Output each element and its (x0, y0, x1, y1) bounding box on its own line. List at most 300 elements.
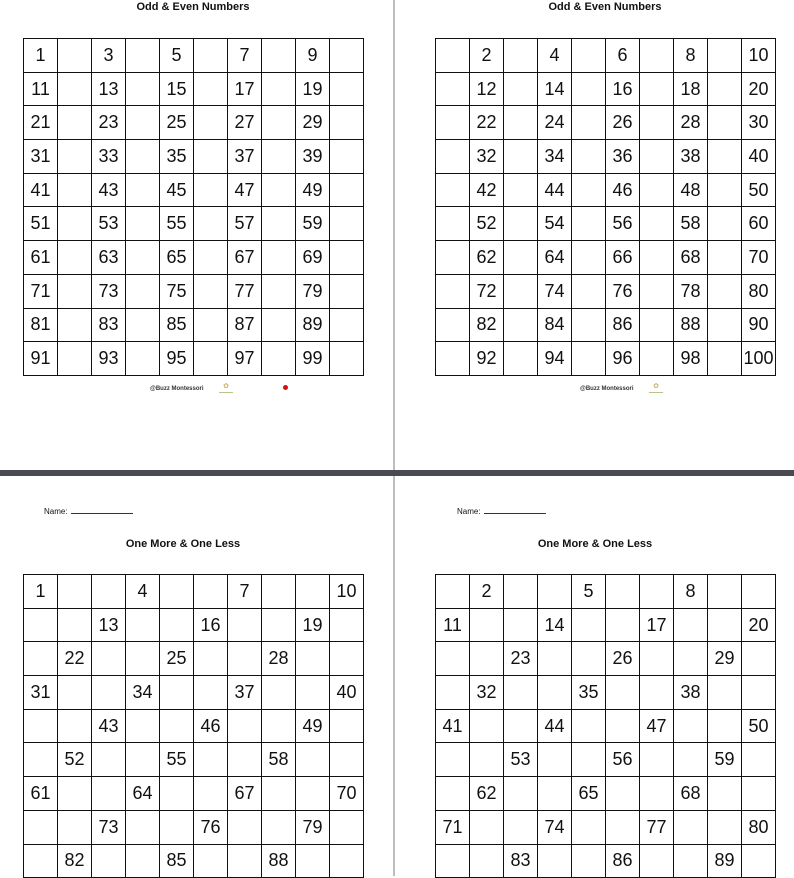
grid-cell (470, 845, 504, 878)
grid-cell: 57 (228, 207, 262, 241)
grid-cell: 79 (296, 811, 330, 845)
grid-cell (126, 811, 160, 845)
grid-cell (436, 845, 470, 878)
grid-cell: 58 (674, 207, 708, 241)
grid-cell (640, 575, 674, 609)
grid-cell (296, 676, 330, 710)
grid-cell (228, 642, 262, 676)
grid-cell: 61 (24, 777, 58, 811)
grid-cell: 68 (674, 777, 708, 811)
grid-cell (606, 676, 640, 710)
grid-cell (708, 609, 742, 643)
grid-cell (640, 106, 674, 140)
grid-cell (640, 845, 674, 878)
grid-cell: 77 (228, 275, 262, 309)
grid-cell (58, 309, 92, 343)
grid-cell (296, 642, 330, 676)
worksheet-title: Odd & Even Numbers (435, 1, 775, 13)
grid-cell (572, 743, 606, 777)
grid-cell (606, 575, 640, 609)
grid-cell (262, 140, 296, 174)
grid-cell (262, 207, 296, 241)
grid-cell (262, 174, 296, 208)
grid-cell: 77 (640, 811, 674, 845)
grid-cell (330, 642, 364, 676)
grid-cell: 43 (92, 710, 126, 744)
grid-cell: 62 (470, 777, 504, 811)
grid-cell: 38 (674, 140, 708, 174)
grid-cell: 80 (742, 811, 776, 845)
grid-cell: 12 (470, 73, 504, 107)
grid-cell: 85 (160, 845, 194, 878)
grid-cell: 52 (470, 207, 504, 241)
grid-cell: 73 (92, 811, 126, 845)
grid-cell (640, 140, 674, 174)
grid-cell (708, 342, 742, 376)
grid-cell (708, 777, 742, 811)
grid-cell: 32 (470, 676, 504, 710)
grid-cell (194, 342, 228, 376)
grid-cell: 47 (640, 710, 674, 744)
grid-cell: 55 (160, 743, 194, 777)
grid-cell: 49 (296, 710, 330, 744)
grid-cell (572, 309, 606, 343)
grid-cell (160, 575, 194, 609)
grid-cell (742, 575, 776, 609)
grid-cell (504, 609, 538, 643)
grid-cell (504, 207, 538, 241)
grid-cell: 14 (538, 73, 572, 107)
grid-cell: 25 (160, 106, 194, 140)
grid-cell: 14 (538, 609, 572, 643)
grid-cell: 83 (92, 309, 126, 343)
grid-cell: 56 (606, 743, 640, 777)
grid-cell (436, 241, 470, 275)
grid-cell: 65 (572, 777, 606, 811)
grid-cell: 5 (572, 575, 606, 609)
grid-cell (708, 275, 742, 309)
grid-cell: 81 (24, 309, 58, 343)
grid-cell (160, 676, 194, 710)
grid-cell: 7 (228, 575, 262, 609)
grid-cell (92, 845, 126, 878)
grid-cell (330, 140, 364, 174)
grid-cell: 20 (742, 609, 776, 643)
grid-cell (330, 207, 364, 241)
page-divider-vertical (393, 0, 395, 876)
grid-cell (58, 710, 92, 744)
name-line[interactable] (71, 513, 133, 514)
grid-cell (58, 275, 92, 309)
grid-cell (538, 642, 572, 676)
grid-cell (572, 39, 606, 73)
grid-cell (262, 241, 296, 275)
grid-cell (640, 777, 674, 811)
grid-cell: 86 (606, 309, 640, 343)
name-field[interactable] (44, 507, 133, 516)
grid-cell: 88 (262, 845, 296, 878)
name-label: Name: (457, 507, 481, 516)
grid-cell (330, 275, 364, 309)
one-more-one-less-chart (23, 574, 364, 878)
grid-cell (572, 106, 606, 140)
grid-cell: 98 (674, 342, 708, 376)
grid-cell (674, 845, 708, 878)
grid-cell: 29 (296, 106, 330, 140)
grid-cell: 89 (708, 845, 742, 878)
grid-cell (708, 174, 742, 208)
grid-cell: 93 (92, 342, 126, 376)
grid-cell (194, 39, 228, 73)
grid-cell: 74 (538, 811, 572, 845)
grid-cell: 42 (470, 174, 504, 208)
grid-cell (572, 845, 606, 878)
grid-cell (126, 642, 160, 676)
grid-cell (742, 642, 776, 676)
grid-cell: 50 (742, 174, 776, 208)
grid-cell (470, 642, 504, 676)
logo-icon: ✿ (219, 382, 233, 393)
page-divider-horizontal (0, 470, 794, 476)
grid-cell (296, 845, 330, 878)
grid-cell: 64 (538, 241, 572, 275)
name-field[interactable] (457, 507, 546, 516)
grid-cell: 80 (742, 275, 776, 309)
grid-cell (330, 309, 364, 343)
grid-cell (708, 140, 742, 174)
grid-cell (674, 710, 708, 744)
grid-cell (640, 743, 674, 777)
grid-cell (708, 106, 742, 140)
grid-cell (708, 39, 742, 73)
hundred-chart-odd (23, 38, 364, 376)
grid-cell (538, 777, 572, 811)
grid-cell: 99 (296, 342, 330, 376)
grid-cell: 2 (470, 575, 504, 609)
grid-cell: 11 (24, 73, 58, 107)
grid-cell (92, 642, 126, 676)
grid-cell (436, 309, 470, 343)
grid-cell: 63 (92, 241, 126, 275)
grid-cell (296, 575, 330, 609)
grid-cell (58, 342, 92, 376)
grid-cell (262, 676, 296, 710)
name-label: Name: (44, 507, 68, 516)
grid-cell: 90 (742, 309, 776, 343)
grid-cell (640, 39, 674, 73)
grid-cell: 56 (606, 207, 640, 241)
grid-cell: 54 (538, 207, 572, 241)
grid-cell (504, 39, 538, 73)
grid-cell: 71 (24, 275, 58, 309)
grid-cell (58, 777, 92, 811)
grid-cell (470, 811, 504, 845)
grid-cell (262, 106, 296, 140)
grid-cell: 62 (470, 241, 504, 275)
grid-cell: 49 (296, 174, 330, 208)
grid-cell (572, 73, 606, 107)
grid-cell (58, 241, 92, 275)
grid-cell: 97 (228, 342, 262, 376)
grid-cell: 28 (262, 642, 296, 676)
grid-cell (708, 575, 742, 609)
grid-cell (194, 275, 228, 309)
grid-cell (742, 777, 776, 811)
grid-cell (228, 609, 262, 643)
grid-cell: 24 (538, 106, 572, 140)
grid-cell (708, 676, 742, 710)
grid-cell (606, 777, 640, 811)
grid-cell: 32 (470, 140, 504, 174)
grid-cell (572, 140, 606, 174)
grid-cell: 35 (160, 140, 194, 174)
grid-cell (470, 743, 504, 777)
grid-cell (58, 106, 92, 140)
grid-cell (572, 609, 606, 643)
grid-cell (330, 811, 364, 845)
grid-cell (436, 777, 470, 811)
grid-cell: 43 (92, 174, 126, 208)
worksheet-title: One More & One Less (13, 538, 353, 550)
grid-cell (436, 140, 470, 174)
grid-cell (708, 811, 742, 845)
grid-cell: 51 (24, 207, 58, 241)
grid-cell: 52 (58, 743, 92, 777)
grid-cell: 45 (160, 174, 194, 208)
grid-cell (126, 73, 160, 107)
grid-cell (436, 642, 470, 676)
grid-cell: 79 (296, 275, 330, 309)
grid-cell: 35 (572, 676, 606, 710)
grid-cell (126, 39, 160, 73)
grid-cell (572, 207, 606, 241)
grid-cell: 41 (24, 174, 58, 208)
worksheet-title: One More & One Less (425, 538, 765, 550)
grid-cell (504, 309, 538, 343)
grid-cell (296, 777, 330, 811)
grid-cell (470, 710, 504, 744)
grid-cell: 65 (160, 241, 194, 275)
grid-cell: 67 (228, 241, 262, 275)
grid-cell (194, 309, 228, 343)
grid-cell: 22 (58, 642, 92, 676)
grid-cell: 75 (160, 275, 194, 309)
grid-cell: 17 (228, 73, 262, 107)
grid-cell: 38 (674, 676, 708, 710)
grid-cell: 60 (742, 207, 776, 241)
grid-cell (24, 811, 58, 845)
grid-cell: 22 (470, 106, 504, 140)
one-more-one-less-chart (435, 574, 776, 878)
grid-cell (160, 710, 194, 744)
grid-cell (126, 241, 160, 275)
grid-cell (24, 743, 58, 777)
grid-cell: 83 (504, 845, 538, 878)
grid-cell (572, 642, 606, 676)
grid-cell (572, 811, 606, 845)
grid-cell (674, 642, 708, 676)
grid-cell: 10 (742, 39, 776, 73)
grid-cell (194, 140, 228, 174)
grid-cell (436, 207, 470, 241)
grid-cell (504, 676, 538, 710)
grid-cell (436, 676, 470, 710)
grid-cell (262, 575, 296, 609)
grid-cell (470, 609, 504, 643)
grid-cell: 19 (296, 73, 330, 107)
grid-cell (194, 241, 228, 275)
grid-cell (538, 743, 572, 777)
grid-cell (330, 241, 364, 275)
grid-cell (58, 140, 92, 174)
grid-cell: 67 (228, 777, 262, 811)
grid-cell: 4 (126, 575, 160, 609)
grid-cell (436, 743, 470, 777)
grid-cell (436, 342, 470, 376)
grid-cell: 78 (674, 275, 708, 309)
grid-cell (330, 609, 364, 643)
grid-cell: 8 (674, 575, 708, 609)
grid-cell (262, 73, 296, 107)
grid-cell: 68 (674, 241, 708, 275)
copyright-footer: @Buzz Montessori (580, 386, 634, 392)
grid-cell (126, 207, 160, 241)
grid-cell (160, 777, 194, 811)
grid-cell: 19 (296, 609, 330, 643)
grid-cell (296, 743, 330, 777)
grid-cell (436, 73, 470, 107)
grid-cell: 55 (160, 207, 194, 241)
grid-cell (58, 811, 92, 845)
grid-cell: 31 (24, 140, 58, 174)
grid-cell: 59 (708, 743, 742, 777)
grid-cell: 53 (92, 207, 126, 241)
grid-cell (262, 811, 296, 845)
grid-cell (24, 845, 58, 878)
grid-cell: 58 (262, 743, 296, 777)
grid-cell: 33 (92, 140, 126, 174)
grid-cell (504, 275, 538, 309)
grid-cell: 64 (126, 777, 160, 811)
grid-cell (194, 106, 228, 140)
grid-cell: 27 (228, 106, 262, 140)
grid-cell: 15 (160, 73, 194, 107)
grid-cell: 46 (606, 174, 640, 208)
grid-cell: 76 (606, 275, 640, 309)
logo-icon: ✿ (649, 382, 663, 393)
grid-cell: 21 (24, 106, 58, 140)
grid-cell: 88 (674, 309, 708, 343)
grid-cell (742, 845, 776, 878)
grid-cell (126, 609, 160, 643)
grid-cell: 5 (160, 39, 194, 73)
grid-cell (640, 642, 674, 676)
grid-cell: 7 (228, 39, 262, 73)
grid-cell (262, 275, 296, 309)
grid-cell (126, 275, 160, 309)
grid-cell (126, 174, 160, 208)
grid-cell: 3 (92, 39, 126, 73)
grid-cell (640, 174, 674, 208)
grid-cell (330, 39, 364, 73)
grid-cell: 1 (24, 575, 58, 609)
grid-cell: 85 (160, 309, 194, 343)
grid-cell: 6 (606, 39, 640, 73)
grid-cell (606, 811, 640, 845)
grid-cell: 29 (708, 642, 742, 676)
grid-cell: 92 (470, 342, 504, 376)
grid-cell: 34 (126, 676, 160, 710)
grid-cell: 10 (330, 575, 364, 609)
grid-cell (92, 743, 126, 777)
grid-cell: 36 (606, 140, 640, 174)
grid-cell: 40 (330, 676, 364, 710)
grid-cell (538, 845, 572, 878)
grid-cell: 73 (92, 275, 126, 309)
grid-cell: 4 (538, 39, 572, 73)
grid-cell (194, 642, 228, 676)
grid-cell: 34 (538, 140, 572, 174)
grid-cell (504, 811, 538, 845)
grid-cell (572, 275, 606, 309)
grid-cell (674, 811, 708, 845)
grid-cell: 100 (742, 342, 776, 376)
grid-cell (58, 73, 92, 107)
grid-cell: 89 (296, 309, 330, 343)
grid-cell: 91 (24, 342, 58, 376)
grid-cell (504, 710, 538, 744)
grid-cell (674, 743, 708, 777)
grid-cell (160, 609, 194, 643)
grid-cell (160, 811, 194, 845)
grid-cell (262, 309, 296, 343)
grid-cell (436, 39, 470, 73)
grid-cell (330, 73, 364, 107)
grid-cell: 18 (674, 73, 708, 107)
grid-cell: 70 (330, 777, 364, 811)
red-dot-marker (283, 385, 288, 390)
grid-cell (640, 342, 674, 376)
copyright-footer: @Buzz Montessori (150, 386, 204, 392)
grid-cell: 82 (470, 309, 504, 343)
grid-cell (708, 241, 742, 275)
grid-cell: 44 (538, 710, 572, 744)
grid-cell (504, 575, 538, 609)
grid-cell: 17 (640, 609, 674, 643)
grid-cell (330, 845, 364, 878)
grid-cell: 87 (228, 309, 262, 343)
grid-cell (126, 342, 160, 376)
grid-cell: 69 (296, 241, 330, 275)
grid-cell (538, 676, 572, 710)
name-line[interactable] (484, 513, 546, 514)
grid-cell: 13 (92, 609, 126, 643)
grid-cell (126, 743, 160, 777)
grid-cell (194, 845, 228, 878)
grid-cell: 8 (674, 39, 708, 73)
grid-cell (262, 710, 296, 744)
grid-cell (708, 73, 742, 107)
grid-cell: 26 (606, 642, 640, 676)
grid-cell (58, 575, 92, 609)
grid-cell (228, 845, 262, 878)
grid-cell (330, 743, 364, 777)
grid-cell (640, 309, 674, 343)
grid-cell: 61 (24, 241, 58, 275)
grid-cell (228, 743, 262, 777)
grid-cell (58, 609, 92, 643)
grid-cell: 96 (606, 342, 640, 376)
